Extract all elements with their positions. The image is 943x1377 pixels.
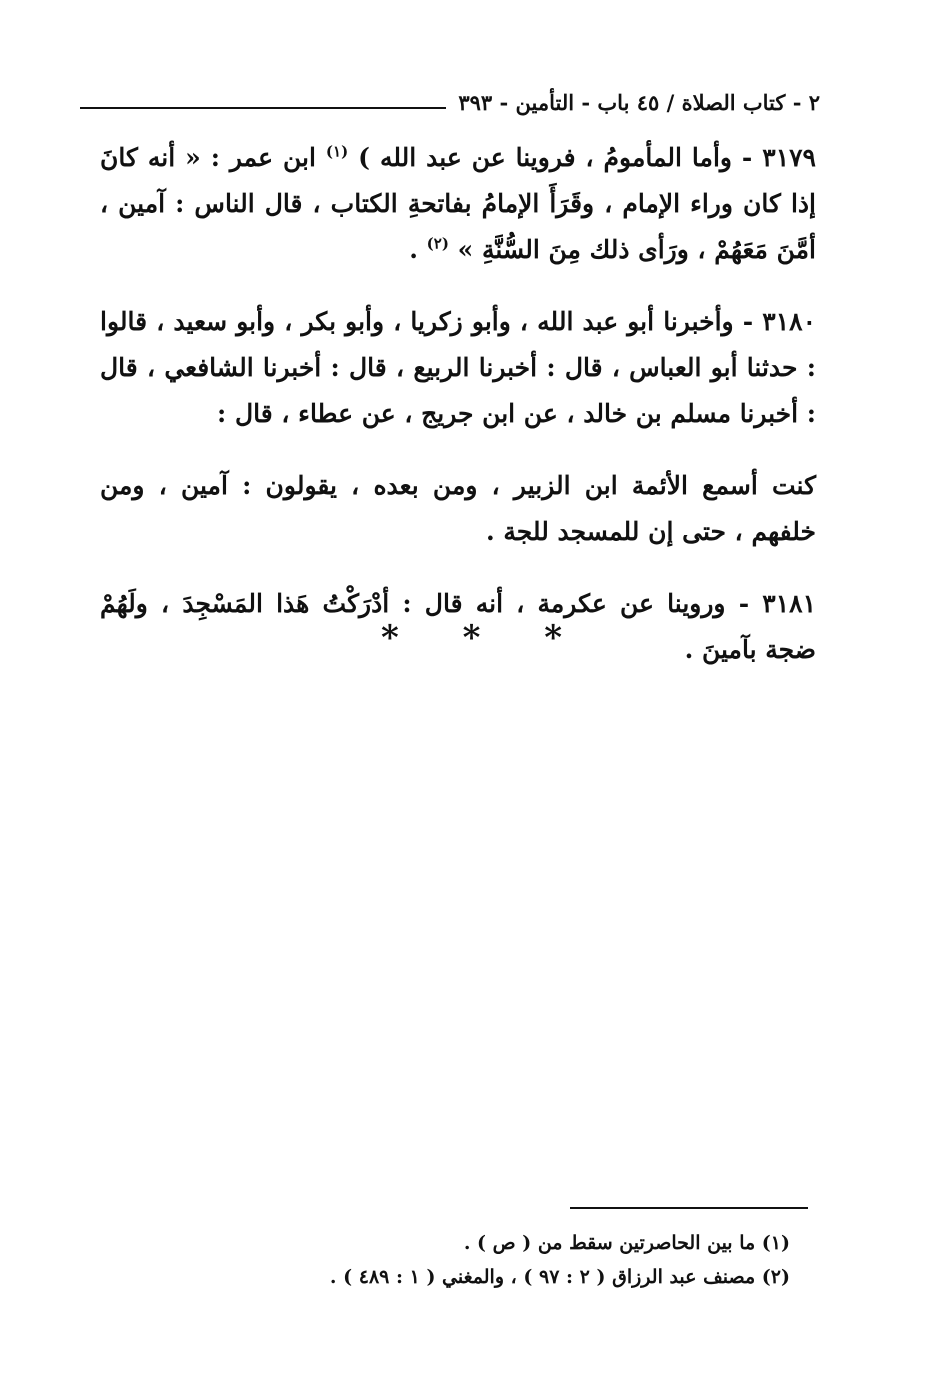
footnote-rule — [570, 1207, 808, 1209]
asterisk-icon: * — [380, 618, 399, 658]
asterisk-icon: * — [462, 618, 481, 658]
paragraph-3179 — [100, 135, 816, 273]
paragraph-3179-text-start: ٣١٧٩ - وأما المأمومُ ، فروينا عن عبد الله ) — [358, 143, 816, 172]
main-text — [100, 135, 816, 699]
footnote-1: (١) ما بين الحاصرتين سقط من ( ص ) . — [463, 1232, 790, 1254]
paragraph-3179-text-end: . — [409, 235, 418, 264]
paragraph-3180: ٣١٨٠ - وأخبرنا أبو عبد الله ، وأبو زكريا ، وأبو بكر ، وأبو سعيد ، قالوا : حدثنا أبو العباس ، قال : أخبرنا الربيع ، قال : أخبرنا الشافعي ، قال : أخبرنا مسلم بن خالد ، عن ابن جريج ، عن عطاء ، قال : — [100, 307, 816, 428]
footnote-ref-2: (٢) — [426, 234, 449, 253]
footnotes — [200, 1226, 790, 1294]
header-rule — [80, 107, 446, 109]
footnote-2: (٢) مصنف عبد الرزاق ( ٢ : ٩٧ ) ، والمغني ( ١ : ٤٨٩ ) . — [329, 1266, 790, 1288]
footnote-ref-1: (١) — [325, 142, 349, 161]
header-title: ٢ - كتاب الصلاة / ٤٥ باب - التأمين - ٣٩٣ — [458, 90, 820, 115]
section-separator — [0, 618, 943, 658]
paragraph-3181: ٣١٨١ - وروينا عن عكرمة ، أنه قال : أدْرَكْتُ هَذا المَسْجِدَ ، ولَهُمْ ضجة بآمينَ . — [100, 589, 816, 664]
paragraph-3179-text-middle: ابن عمر : « أنه كانَ إذا كان وراء الإمام ، وقَرَأَ الإمامُ بفاتحةِ الكتاب ، قال الناس : آمين ، أمَّنَ مَعَهُمْ ، ورَأى ذلك مِنَ السُّنَّةِ » — [100, 143, 816, 264]
running-header — [80, 72, 820, 118]
paragraph-quote: كنت أسمع الأئمة ابن الزبير ، ومن بعده ، يقولون : آمين ، ومن خلفهم ، حتى إن للمسجد للجة . — [100, 471, 816, 546]
asterisk-icon: * — [544, 618, 563, 658]
